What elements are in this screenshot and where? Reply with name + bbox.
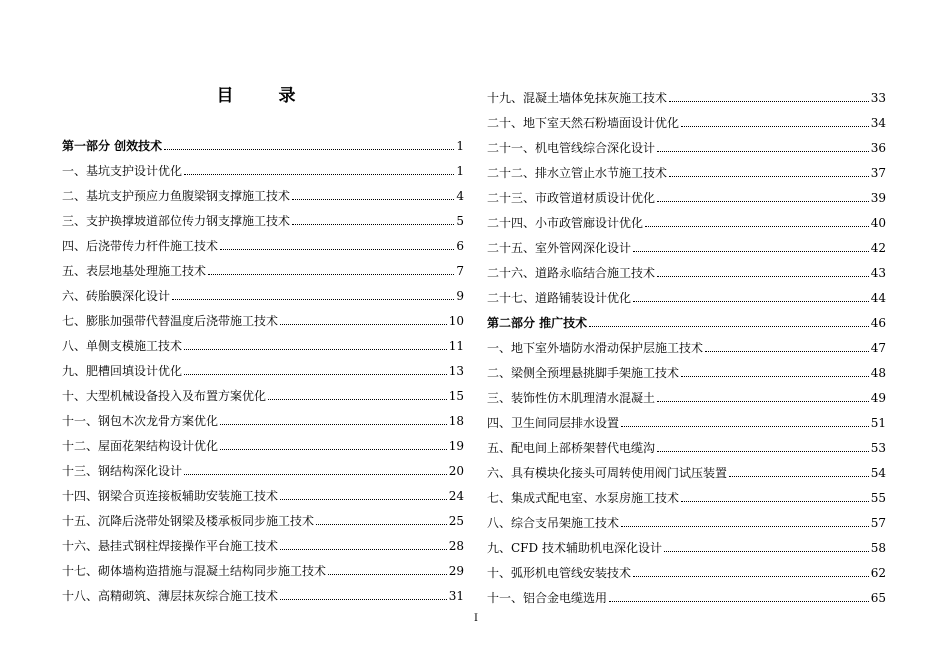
dot-leader (268, 399, 447, 400)
toc-entry-page: 57 (870, 516, 886, 530)
dot-leader (164, 149, 454, 150)
toc-entry[interactable] (487, 560, 886, 580)
dot-leader (184, 349, 447, 350)
toc-entry-label: 五、表层地基处理施工技术 (62, 264, 207, 278)
toc-entry-label: 十一、钢包木次龙骨方案优化 (62, 414, 219, 428)
page-number: I (474, 613, 478, 624)
toc-entry[interactable] (487, 85, 886, 105)
toc-entry[interactable] (62, 458, 464, 478)
toc-entry-page: 5 (456, 214, 464, 228)
dot-leader (633, 251, 869, 252)
toc-entry-label: 二、基坑支护预应力鱼腹梁钢支撑施工技术 (62, 189, 291, 203)
toc-entry-page: 24 (448, 489, 464, 503)
toc-entry[interactable] (62, 583, 464, 603)
toc-entry-label: 九、CFD 技术辅助机电深化设计 (487, 541, 662, 555)
toc-entry-label: 十四、钢梁合页连接板辅助安装施工技术 (62, 489, 279, 503)
toc-entry-page: 28 (448, 539, 464, 553)
toc-part-heading[interactable] (62, 133, 464, 153)
dot-leader (645, 226, 869, 227)
toc-entry-label: 一、基坑支护设计优化 (62, 164, 183, 178)
toc-entry-label: 十八、高精砌筑、薄层抹灰综合施工技术 (62, 589, 279, 603)
toc-entry[interactable] (487, 585, 886, 605)
toc-entry-label: 十、大型机械设备投入及布置方案优化 (62, 389, 267, 403)
dot-leader (705, 351, 869, 352)
toc-entry[interactable] (487, 535, 886, 555)
toc-entry-label: 四、后浇带传力杆件施工技术 (62, 239, 219, 253)
toc-entry-page: 19 (448, 439, 464, 453)
toc-entry[interactable] (62, 533, 464, 553)
toc-entry-page: 18 (448, 414, 464, 428)
toc-entry-page: 1 (456, 139, 464, 153)
toc-entry-page: 1 (456, 164, 464, 178)
toc-entry-page: 40 (870, 216, 886, 230)
toc-entry-label: 十七、砌体墙构造措施与混凝土结构同步施工技术 (62, 564, 327, 578)
toc-entry[interactable] (487, 135, 886, 155)
dot-leader (220, 424, 447, 425)
toc-entry-page: 7 (456, 264, 464, 278)
toc-entry-label: 十、弧形机电管线安装技术 (487, 566, 632, 580)
toc-entry-page: 49 (870, 391, 886, 405)
toc-entry[interactable] (487, 510, 886, 530)
dot-leader (657, 401, 869, 402)
toc-entry-page: 33 (870, 91, 886, 105)
toc-entry-label: 六、砖胎膜深化设计 (62, 289, 171, 303)
toc-entry[interactable] (62, 208, 464, 228)
toc-entry-page: 4 (456, 189, 464, 203)
toc-entry[interactable] (487, 360, 886, 380)
toc-entry-label: 四、卫生间同层排水设置 (487, 416, 620, 430)
toc-entry-label: 七、膨胀加强带代替温度后浇带施工技术 (62, 314, 279, 328)
toc-entry-page: 37 (870, 166, 886, 180)
toc-entry-label: 二十二、排水立管止水节施工技术 (487, 166, 668, 180)
toc-entry-page: 46 (870, 316, 886, 330)
dot-leader (220, 249, 454, 250)
toc-entry-label: 六、具有模块化接头可周转使用阀门试压装置 (487, 466, 728, 480)
dot-leader (172, 299, 454, 300)
toc-entry-label: 九、肥槽回填设计优化 (62, 364, 183, 378)
toc-entry[interactable] (62, 558, 464, 578)
dot-leader (280, 549, 447, 550)
dot-leader (220, 449, 447, 450)
toc-entry-page: 43 (870, 266, 886, 280)
toc-entry[interactable] (487, 285, 886, 305)
toc-entry-page: 36 (870, 141, 886, 155)
toc-entry[interactable] (487, 235, 886, 255)
dot-leader (633, 576, 869, 577)
dot-leader (280, 599, 447, 600)
toc-entry-label: 二、梁侧全预埋悬挑脚手架施工技术 (487, 366, 680, 380)
dot-leader (657, 276, 869, 277)
dot-leader (681, 376, 869, 377)
dot-leader (664, 551, 869, 552)
dot-leader (328, 574, 447, 575)
toc-entry[interactable] (62, 233, 464, 253)
toc-part-heading[interactable] (487, 310, 886, 330)
dot-leader (316, 524, 447, 525)
toc-entry[interactable] (487, 185, 886, 205)
dot-leader (589, 326, 869, 327)
toc-entry-page: 55 (870, 491, 886, 505)
toc-entry-page: 39 (870, 191, 886, 205)
toc-entry-page: 6 (456, 239, 464, 253)
dot-leader (633, 301, 869, 302)
toc-entry[interactable] (62, 358, 464, 378)
toc-entry[interactable] (62, 508, 464, 528)
toc-entry-label: 八、综合支吊架施工技术 (487, 516, 620, 530)
toc-entry-page: 42 (870, 241, 886, 255)
toc-entry[interactable] (62, 258, 464, 278)
toc-entry-label: 五、配电间上部桥架替代电缆沟 (487, 441, 656, 455)
toc-entry-page: 15 (448, 389, 464, 403)
toc-entry-label: 二十一、机电管线综合深化设计 (487, 141, 656, 155)
toc-entry[interactable] (62, 483, 464, 503)
dot-leader (669, 176, 869, 177)
toc-entry-label: 二十七、道路铺装设计优化 (487, 291, 632, 305)
toc-entry[interactable] (62, 183, 464, 203)
toc-entry-page: 9 (456, 289, 464, 303)
toc-entry-label: 八、单侧支模施工技术 (62, 339, 183, 353)
toc-entry-page: 51 (870, 416, 886, 430)
toc-entry[interactable] (487, 160, 886, 180)
dot-leader (621, 426, 869, 427)
dot-leader (657, 451, 869, 452)
toc-entry-page: 54 (870, 466, 886, 480)
toc-entry[interactable] (487, 335, 886, 355)
toc-entry-page: 58 (870, 541, 886, 555)
toc-entry[interactable] (62, 283, 464, 303)
dot-leader (184, 174, 454, 175)
toc-entry-label: 十九、混凝土墙体免抹灰施工技术 (487, 91, 668, 105)
toc-entry-page: 25 (448, 514, 464, 528)
toc-entry-label: 二十三、市政管道材质设计优化 (487, 191, 656, 205)
toc-entry-label: 第二部分 推广技术 (487, 316, 588, 330)
toc-entry-page: 47 (870, 341, 886, 355)
toc-entry[interactable] (62, 158, 464, 178)
toc-entry-label: 二十四、小市政管廊设计优化 (487, 216, 644, 230)
toc-entry-label: 二十六、道路永临结合施工技术 (487, 266, 656, 280)
toc-entry-label: 第一部分 创效技术 (62, 139, 163, 153)
toc-entry-label: 三、装饰性仿木肌理清水混凝土 (487, 391, 656, 405)
toc-entry[interactable] (487, 260, 886, 280)
toc-entry-label: 一、地下室外墙防水滑动保护层施工技术 (487, 341, 704, 355)
toc-entry[interactable] (487, 435, 886, 455)
toc-entry[interactable] (62, 333, 464, 353)
dot-leader (184, 474, 447, 475)
dot-leader (609, 601, 869, 602)
toc-entry[interactable] (487, 110, 886, 130)
toc-entry-label: 二十、地下室天然石粉墙面设计优化 (487, 116, 680, 130)
dot-leader (208, 274, 454, 275)
toc-entry-page: 13 (448, 364, 464, 378)
toc-entry-page: 10 (448, 314, 464, 328)
dot-leader (621, 526, 869, 527)
toc-entry[interactable] (62, 408, 464, 428)
toc-entry-page: 29 (448, 564, 464, 578)
toc-entry[interactable] (62, 383, 464, 403)
toc-entry-label: 十三、钢结构深化设计 (62, 464, 183, 478)
toc-entry-page: 65 (870, 591, 886, 605)
toc-entry-label: 三、支护换撑坡道部位传力钢支撑施工技术 (62, 214, 291, 228)
dot-leader (681, 126, 869, 127)
toc-entry-page: 34 (870, 116, 886, 130)
toc-entry-page: 53 (870, 441, 886, 455)
dot-leader (280, 499, 447, 500)
dot-leader (280, 324, 447, 325)
dot-leader (729, 476, 869, 477)
toc-entry[interactable] (487, 410, 886, 430)
toc-entry[interactable] (62, 433, 464, 453)
dot-leader (669, 101, 869, 102)
toc-entry-page: 62 (870, 566, 886, 580)
toc-entry[interactable] (487, 485, 886, 505)
toc-title: 目 录 (216, 86, 310, 106)
toc-entry[interactable] (487, 385, 886, 405)
dot-leader (184, 374, 447, 375)
toc-entry-page: 20 (448, 464, 464, 478)
toc-entry-label: 二十五、室外管网深化设计 (487, 241, 632, 255)
toc-entry-label: 十五、沉降后浇带处钢梁及楼承板同步施工技术 (62, 514, 315, 528)
toc-entry-label: 十二、屋面花架结构设计优化 (62, 439, 219, 453)
toc-entry-page: 48 (870, 366, 886, 380)
toc-entry-page: 31 (448, 589, 464, 603)
toc-entry[interactable] (487, 460, 886, 480)
dot-leader (657, 201, 869, 202)
dot-leader (292, 224, 454, 225)
dot-leader (681, 501, 869, 502)
dot-leader (657, 151, 869, 152)
toc-entry[interactable] (487, 210, 886, 230)
toc-entry-page: 11 (448, 339, 464, 353)
toc-entry-label: 七、集成式配电室、水泵房施工技术 (487, 491, 680, 505)
toc-entry-label: 十一、铝合金电缆选用 (487, 591, 608, 605)
toc-entry[interactable] (62, 308, 464, 328)
toc-entry-page: 44 (870, 291, 886, 305)
toc-entry-label: 十六、悬挂式钢柱焊接操作平台施工技术 (62, 539, 279, 553)
dot-leader (292, 199, 454, 200)
